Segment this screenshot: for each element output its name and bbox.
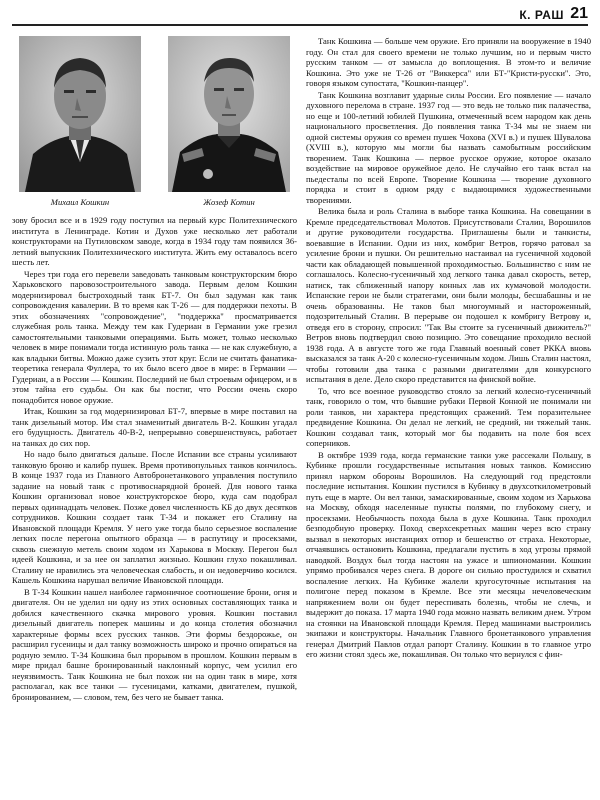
kotin-photo-image <box>168 36 290 192</box>
paragraph: зову бросил все и в 1929 году поступил на первый курс Политехнического института в Ленинграде. Котин и Духов уже несколько лет работали конструкторами на Путиловском заводе, когда в 1934 году там появился 36-летний выпускник Политехнического института. Жить ему оставалось всего шесть лет. <box>12 215 297 267</box>
paragraph: Итак, Кошкин за год модернизировал БТ-7, впервые в мире поставил на танк дизельный мотор. Им стал знаменитый двигатель В-2. Кошкин угадал его будущность. Двигатель 40-В-2, непрерывно совершенствуясь, работает на танках до сих пор. <box>12 406 297 448</box>
page-header <box>0 4 600 26</box>
page-number: 21 <box>570 5 588 22</box>
portrait-row <box>12 36 297 211</box>
portrait-caption: Жозеф Котин <box>203 197 255 207</box>
portrait-photo-kotin <box>168 36 290 192</box>
paragraph: Велика была и роль Сталина в выборе танка Кошкина. На совещании в Кремле председательствовал Молотов. Присутствовали Сталин, Ворошилов и другие руководители государства. Приглашены были и танкисты, воевавшие в Испании. Одни из них, комбриг Ветров, горячо ратовал за усиление брони и пушки. Он решительно настаивал на гусеничной ходовой части как обладающей повышенной проходимостью. Большинство с ним не соглашалось. Колесно-гусеничный ход легкого танка давал скорость, ветер, натиск, так сближенный напору конных лав их кумачовой молодости. Испанские герои не были стратегами, они были молоды, бесшабашны и не очень образованны. Не таков был многоумный и настороженный, подозрительный Сталин. В перерыве он подошел к комбригу Ветрову и, отведя его в сторону, спросил: "Так Вы стоите за гусеничный движитель?" Ветров вновь подтвердил свою позицию. Это совещание проходило весной 1938 года. А в августе того же года Главный военный совет РККА вновь высказался за танк А-20 с колесно-гусеничным ходом. Лишь Сталин настоял, чтобы готовили два танка с разными двигателями для конкурсного испытания в деле. Дело скоро представится на финской войне. <box>306 206 591 384</box>
paragraph: Танк Кошкина возглавит ударные силы России. Его появление — начало духовного перелома в стране. 1937 год — это ведь не только пик палачества, но еще и 100-летний юбилей Пушкина, отмеченный всем народом как день национального просветления. До появления танка Т-34 мы не знаем ни одной системы оружия со времен пушек Чохова (XVI в.) и пушек Шувалова (XVIII в.), которую мы могли бы назвать самобытным российским творением. Танк Кошкина — первое русское оружие, которое оказало воздействие на мировое оружейное дело. Не случайно его танк встал на пьедесталы по всей Европе. Творение Кошкина — творение духовного порядка и стоит в одном ряду с выдающимися художественными творениями. <box>306 89 591 205</box>
paragraph: То, что все военное руководство стояло за легкий колесно-гусеничный танк, говорило о том, что бывшие рубаки Первой Конной не понимали ни роли танков, ни характера предстоящих сражений. Тем поразительнее предвидение Кошкина. Он делал не легкий, не средний, ни тяжелый танк. Кошкин создавал танк, который мог бы подавить на поле боя всех соперников. <box>306 385 591 448</box>
right-column <box>306 36 591 796</box>
paragraph: Танк Кошкина — больше чем оружие. Его приняли на вооружение в 1940 году. Он стал для своего времени не только лучшим, но и первым чисто русским танком — от замысла до воплощения. В этом-то и величие Кошкина. Это уже не Т-26 от "Виккерса" или БТ-"Кристи-русски". Это, говоря языком супостата, "Кошкин-панцер". <box>306 36 591 88</box>
header-rule <box>12 24 588 26</box>
koshkin-photo-image <box>19 36 141 192</box>
portrait-koshkin <box>12 36 148 211</box>
left-column <box>12 36 297 796</box>
paragraph: Но надо было двигаться дальше. После Испании все страны усиливают танковую броню и калибр пушек. Время противопульных танков кончилось. В конце 1937 года из Главного Автобронетанкового управления поступило задание на новый танк с противоснарядной броней. Для нового танка Кошкин организовал новое конструкторское бюро, куда сам подобрал первых одиннадцать человек. Позже довел численность КБ до двух десятков сотрудников. Кошкин создает танк Т-34 и покажет его Сталину на Ивановской площади Кремля. У него уже тогда было серьезное воспаление легких после перегона опытного образца — в распутицу и просекзами, сквозь снежную метель своим ходом из Харькова в Москву. Перегон был идеей Кошкина, и за нее он заплатил жизнью. Кошкин глухо покашливал. Сталину не нравились эта человеческая слабость, и он недоверчиво косился. Кашель Кошкина нарушал величие Ивановской площади. <box>12 449 297 585</box>
section-title: К. РАШ <box>519 8 564 22</box>
portrait-kotin <box>161 36 297 211</box>
portrait-caption: Михаил Кошкин <box>50 197 110 207</box>
portrait-photo-koshkin <box>19 36 141 192</box>
paragraph: Через три года его перевели заведовать танковым конструкторским бюро Харьковского паровозостроительного завода. Первым делом Кошкин модернизировал быстроходный танк БТ-7. Он был задуман как танк сопровождения кавалерии. В то время как Т-26 — для поддержки пехоты. В этих обозначениях "сопровождение", "поддержка" просматривается служебная роль танка. Между тем как Гудериан в Германии уже грезил самостоятельными танковыми операциями. Быть может, только несколько человек в мире понимали тогда истинную роль танка — не как служебную, а как владыки битвы. Можно даже сузить этот круг. Если не считать фанатика-теоретика генерала Фуллера, то их было всего двое в мире: в Германии — Гудериан, а в России — Кошкин. Последний не был строевым офицером, и в этом тайна его судьбы. Он как бы постиг, что России очень скоро понадобится новое оружие. <box>12 268 297 405</box>
paragraph: В Т-34 Кошкин нашел наиболее гармоничное соотношение брони, огня и двигателя. Он не уделил ни одну из этих основных составляющих танка и добился качественного скачка мирового уровня. Кошкин поставил дизельный двигатель поперек машины и до конца столетия обозначил характерные формы всех русских танков. Эти формы бездорожье, он расширил гусеницы и дал танку возможность широко и прочно опираться на родную землю. Т-34 Кошкина был прорывом в прошлом. Кошкин первым в мире придал башне бронированный наклонный корпус, чем усилил его неуязвимость. Танк Кошкина не был похож ни на один танк в мире, хотя располагал, как все танки — гусеницами, катками, двигателем, пушкой, бронированием, — словом, тем, без чего не бывает танка. <box>12 586 297 702</box>
paragraph: В октябре 1939 года, когда германские танки уже рассекали Польшу, в Кубинке прошли государственные испытания новых танков. Комиссию принял нарком обороны Ворошилов. На следующий год предстояли последние испытания. Кошкин пустился в Кубинку в двухсоткилометровый путь еще в марте. Он вел танки, замаскированные, своим ходом из Харькова на Москву, обходя населенные пункты полями, по глубокому снегу, и просекзами. Необычность похода была в духе Кошкина. Танк проходил безподобную проверку. Поход сверхсекретных машин через всю страну вызвал в некоторых инстанциях отпор и бешенство от страха. Некоторые, отчаявшись остановить Кошкина, предлагали пустить в ход угрозы прямой наводкой. Воздух был тогда настоян на ужасе и шпиономании. Кошкин упрямо пробивался через снега. В дороге он сильно простудился и схватил воспаление легких. На Кубинке жалели кругосуточные испытания на полигоне перед показом в Кремле. Все эти месяцы нечеловеческим напряжением воли он будет переспивать болезнь, чтобы не слечь, и выдержит до показа. 17 марта 1940 года можно назвать великим днем. Утром на стоянки на Ивановской площади Кремля. Перед машинами выстроились экипажи и конструкторы. Начальник Главного бронетанкового управления генерал Дмитрий Павлов отдал рапорт Сталину. Кошкин в то главное утро его жизни стоял здесь же, покашливая. Он только что вернулся с фин- <box>306 449 591 659</box>
